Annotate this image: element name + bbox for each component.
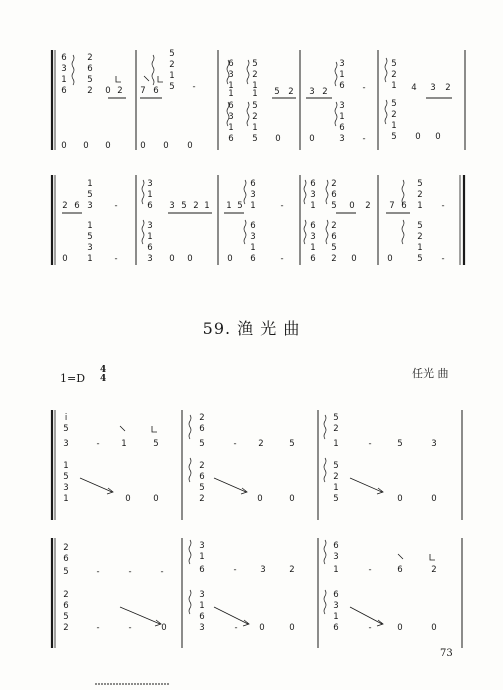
svg-text:3: 3 <box>430 83 436 93</box>
svg-text:2: 2 <box>199 494 205 504</box>
svg-text:6: 6 <box>147 201 153 211</box>
svg-text:3: 3 <box>260 565 266 575</box>
svg-text:6: 6 <box>87 64 93 74</box>
svg-text:2: 2 <box>63 623 69 633</box>
svg-text:2: 2 <box>331 221 337 231</box>
svg-text:3: 3 <box>147 221 153 231</box>
svg-text:0: 0 <box>289 623 295 633</box>
svg-text:5: 5 <box>333 413 339 423</box>
svg-text:2: 2 <box>252 70 258 80</box>
svg-text:3: 3 <box>199 590 205 600</box>
svg-text:-: - <box>114 201 118 211</box>
svg-text:5: 5 <box>391 59 397 69</box>
svg-text:1: 1 <box>252 81 258 91</box>
svg-text:1: 1 <box>391 121 397 131</box>
svg-text:2: 2 <box>62 201 68 211</box>
svg-text:3: 3 <box>147 254 153 264</box>
svg-text:0: 0 <box>387 254 393 264</box>
svg-text:1: 1 <box>310 201 316 211</box>
svg-text:5: 5 <box>252 59 258 69</box>
svg-text:3: 3 <box>147 179 153 189</box>
svg-text:1: 1 <box>121 439 127 449</box>
svg-text:2: 2 <box>391 70 397 80</box>
svg-text:0: 0 <box>105 86 111 96</box>
svg-text:3: 3 <box>228 70 234 80</box>
svg-text:-: - <box>234 623 238 633</box>
svg-text:2: 2 <box>199 461 205 471</box>
svg-text:1: 1 <box>61 75 67 85</box>
svg-text:6: 6 <box>250 221 256 231</box>
svg-text:0: 0 <box>61 141 67 151</box>
svg-text:-: - <box>368 623 372 633</box>
svg-text:2: 2 <box>199 413 205 423</box>
svg-text:5: 5 <box>181 201 187 211</box>
svg-text:-: - <box>368 565 372 575</box>
svg-text:3: 3 <box>250 190 256 200</box>
svg-text:6: 6 <box>333 541 339 551</box>
svg-text:-: - <box>128 567 132 577</box>
svg-text:0: 0 <box>83 141 89 151</box>
svg-text:0: 0 <box>349 201 355 211</box>
svg-text:4: 4 <box>411 83 417 93</box>
svg-text:3: 3 <box>310 232 316 242</box>
svg-text:1: 1 <box>63 461 69 471</box>
svg-text:1: 1 <box>417 243 423 253</box>
svg-text:-: - <box>160 567 164 577</box>
system-4-upper <box>63 541 436 577</box>
svg-text:6: 6 <box>228 59 234 69</box>
svg-text:5: 5 <box>237 201 243 211</box>
svg-text:2: 2 <box>87 86 93 96</box>
svg-text:5: 5 <box>417 221 423 231</box>
svg-text:6: 6 <box>199 565 205 575</box>
svg-text:2: 2 <box>333 424 339 434</box>
svg-text:3: 3 <box>61 64 67 74</box>
svg-text:-: - <box>233 439 237 449</box>
svg-text:2: 2 <box>331 179 337 189</box>
svg-text:-: - <box>368 439 372 449</box>
svg-text:0: 0 <box>289 494 295 504</box>
svg-text:0: 0 <box>415 132 421 142</box>
svg-text:1: 1 <box>228 123 234 133</box>
svg-text:1: 1 <box>169 71 175 81</box>
svg-text:6: 6 <box>331 232 337 242</box>
svg-text:2: 2 <box>391 110 397 120</box>
svg-text:3: 3 <box>250 232 256 242</box>
svg-text:1: 1 <box>333 483 339 493</box>
svg-text:-: - <box>96 623 100 633</box>
svg-text:2: 2 <box>333 472 339 482</box>
svg-text:0: 0 <box>153 494 159 504</box>
svg-text:-: - <box>96 439 100 449</box>
svg-text:2: 2 <box>193 201 199 211</box>
svg-text:0: 0 <box>161 623 167 633</box>
piece-title: 59. 渔 光 曲 <box>202 319 301 338</box>
svg-text:3: 3 <box>333 601 339 611</box>
time-bottom: 4 <box>100 374 107 384</box>
svg-text:2: 2 <box>417 232 423 242</box>
svg-text:2: 2 <box>117 86 123 96</box>
time-signature <box>100 366 106 384</box>
svg-text:6: 6 <box>153 86 159 96</box>
svg-text:-: - <box>233 565 237 575</box>
svg-text:7: 7 <box>389 201 395 211</box>
svg-text:1: 1 <box>333 439 339 449</box>
svg-text:5: 5 <box>199 483 205 493</box>
svg-text:2: 2 <box>63 590 69 600</box>
svg-text:5: 5 <box>63 472 69 482</box>
svg-text:1: 1 <box>199 601 205 611</box>
svg-text:1: 1 <box>250 243 256 253</box>
svg-text:1: 1 <box>310 243 316 253</box>
svg-text:0: 0 <box>259 623 265 633</box>
svg-text:-: - <box>441 201 445 211</box>
svg-text:1: 1 <box>228 89 234 99</box>
svg-text:i: i <box>64 413 68 423</box>
svg-text:2: 2 <box>445 83 451 93</box>
svg-text:6: 6 <box>228 134 234 144</box>
system-2-upper <box>62 179 444 211</box>
system-2-lower <box>62 221 444 264</box>
svg-text:5: 5 <box>417 179 423 189</box>
svg-text:5: 5 <box>331 201 337 211</box>
svg-text:3: 3 <box>339 134 345 144</box>
svg-text:5: 5 <box>252 134 258 144</box>
svg-text:2: 2 <box>63 543 69 553</box>
svg-text:1: 1 <box>417 201 423 211</box>
svg-text:3: 3 <box>63 439 69 449</box>
svg-text:0: 0 <box>125 494 131 504</box>
svg-text:1: 1 <box>339 112 345 122</box>
svg-text:5: 5 <box>391 99 397 109</box>
time-top: 4 <box>100 365 107 375</box>
svg-text:-: - <box>192 82 196 92</box>
svg-text:6: 6 <box>199 472 205 482</box>
svg-text:5: 5 <box>199 439 205 449</box>
svg-text:3: 3 <box>199 623 205 633</box>
svg-text:1: 1 <box>228 81 234 91</box>
svg-text:5: 5 <box>274 87 280 97</box>
svg-text:0: 0 <box>227 254 233 264</box>
svg-text:5: 5 <box>333 494 339 504</box>
svg-text:5: 5 <box>63 424 69 434</box>
svg-text:0: 0 <box>187 141 193 151</box>
svg-text:1: 1 <box>87 179 93 189</box>
svg-text:0: 0 <box>62 254 68 264</box>
svg-text:-: - <box>96 567 100 577</box>
svg-text:6: 6 <box>228 101 234 111</box>
svg-text:0: 0 <box>435 132 441 142</box>
svg-text:6: 6 <box>199 424 205 434</box>
svg-text:0: 0 <box>163 141 169 151</box>
svg-text:0: 0 <box>351 254 357 264</box>
svg-text:7: 7 <box>140 86 146 96</box>
svg-text:5: 5 <box>391 132 397 142</box>
svg-text:6: 6 <box>147 243 153 253</box>
system-4-lower <box>63 590 436 633</box>
svg-text:2: 2 <box>431 565 437 575</box>
svg-text:3: 3 <box>169 201 175 211</box>
system-3-upper <box>63 413 436 449</box>
svg-text:6: 6 <box>331 190 337 200</box>
svg-text:2: 2 <box>289 565 295 575</box>
svg-text:2: 2 <box>169 60 175 70</box>
svg-text:6: 6 <box>333 590 339 600</box>
svg-text:3: 3 <box>309 87 315 97</box>
svg-text:1: 1 <box>87 221 93 231</box>
svg-text:1: 1 <box>333 565 339 575</box>
svg-text:3: 3 <box>333 552 339 562</box>
svg-text:-: - <box>441 254 445 264</box>
system-3-lower <box>63 461 436 504</box>
svg-text:-: - <box>128 623 132 633</box>
svg-text:-: - <box>362 83 366 93</box>
svg-text:5: 5 <box>63 567 69 577</box>
svg-text:1: 1 <box>199 552 205 562</box>
svg-text:6: 6 <box>250 254 256 264</box>
svg-text:3: 3 <box>339 101 345 111</box>
svg-text:5: 5 <box>87 232 93 242</box>
composer: 任光 曲 <box>412 367 449 380</box>
svg-text:1: 1 <box>391 81 397 91</box>
svg-text:2: 2 <box>87 53 93 63</box>
svg-text:6: 6 <box>339 123 345 133</box>
svg-text:1: 1 <box>147 232 153 242</box>
svg-text:0: 0 <box>169 254 175 264</box>
svg-text:2: 2 <box>417 190 423 200</box>
svg-text:-: - <box>280 254 284 264</box>
svg-text:1: 1 <box>204 201 210 211</box>
svg-text:6: 6 <box>333 623 339 633</box>
svg-text:1: 1 <box>252 89 258 99</box>
svg-text:5: 5 <box>169 49 175 59</box>
svg-text:6: 6 <box>61 86 67 96</box>
svg-text:3: 3 <box>339 59 345 69</box>
svg-text:6: 6 <box>339 81 345 91</box>
svg-text:6: 6 <box>310 179 316 189</box>
svg-text:5: 5 <box>153 439 159 449</box>
svg-text:0: 0 <box>431 623 437 633</box>
svg-text:1: 1 <box>333 612 339 622</box>
svg-text:5: 5 <box>252 101 258 111</box>
key-signature: 1=D <box>60 372 86 385</box>
svg-text:5: 5 <box>333 461 339 471</box>
svg-text:6: 6 <box>401 201 407 211</box>
svg-text:-: - <box>280 201 284 211</box>
svg-text:2: 2 <box>331 254 337 264</box>
svg-text:2: 2 <box>252 112 258 122</box>
svg-text:5: 5 <box>63 612 69 622</box>
svg-text:-: - <box>114 254 118 264</box>
svg-text:5: 5 <box>87 75 93 85</box>
system-1-upper <box>61 49 450 99</box>
svg-text:0: 0 <box>105 141 111 151</box>
svg-text:1: 1 <box>339 70 345 80</box>
svg-text:1: 1 <box>250 201 256 211</box>
svg-text:3: 3 <box>310 190 316 200</box>
svg-text:6: 6 <box>63 554 69 564</box>
svg-text:0: 0 <box>397 494 403 504</box>
svg-text:2: 2 <box>288 87 294 97</box>
svg-text:0: 0 <box>257 494 263 504</box>
svg-text:6: 6 <box>397 565 403 575</box>
svg-text:6: 6 <box>63 601 69 611</box>
svg-text:0: 0 <box>275 134 281 144</box>
svg-text:6: 6 <box>250 179 256 189</box>
svg-text:2: 2 <box>258 439 264 449</box>
svg-text:6: 6 <box>199 612 205 622</box>
svg-text:3: 3 <box>63 483 69 493</box>
page-number: 73 <box>440 648 453 659</box>
svg-text:5: 5 <box>169 82 175 92</box>
svg-text:3: 3 <box>199 541 205 551</box>
svg-text:3: 3 <box>228 112 234 122</box>
svg-text:5: 5 <box>417 254 423 264</box>
svg-text:1: 1 <box>63 494 69 504</box>
svg-text:1: 1 <box>252 123 258 133</box>
svg-text:2: 2 <box>365 201 371 211</box>
svg-text:3: 3 <box>87 201 93 211</box>
svg-text:-: - <box>362 134 366 144</box>
svg-text:3: 3 <box>431 439 437 449</box>
svg-text:1: 1 <box>226 201 232 211</box>
svg-text:6: 6 <box>61 53 67 63</box>
svg-text:5: 5 <box>331 243 337 253</box>
svg-text:5: 5 <box>397 439 403 449</box>
svg-text:0: 0 <box>309 134 315 144</box>
svg-text:2: 2 <box>322 87 328 97</box>
svg-text:5: 5 <box>289 439 295 449</box>
svg-text:5: 5 <box>87 190 93 200</box>
svg-text:6: 6 <box>310 221 316 231</box>
svg-text:1: 1 <box>87 254 93 264</box>
svg-text:0: 0 <box>397 623 403 633</box>
svg-text:0: 0 <box>140 141 146 151</box>
svg-text:3: 3 <box>87 243 93 253</box>
svg-text:6: 6 <box>310 254 316 264</box>
svg-text:6: 6 <box>74 201 80 211</box>
system-1-lower <box>61 99 440 151</box>
svg-text:0: 0 <box>187 254 193 264</box>
svg-text:0: 0 <box>431 494 437 504</box>
svg-text:1: 1 <box>147 190 153 200</box>
